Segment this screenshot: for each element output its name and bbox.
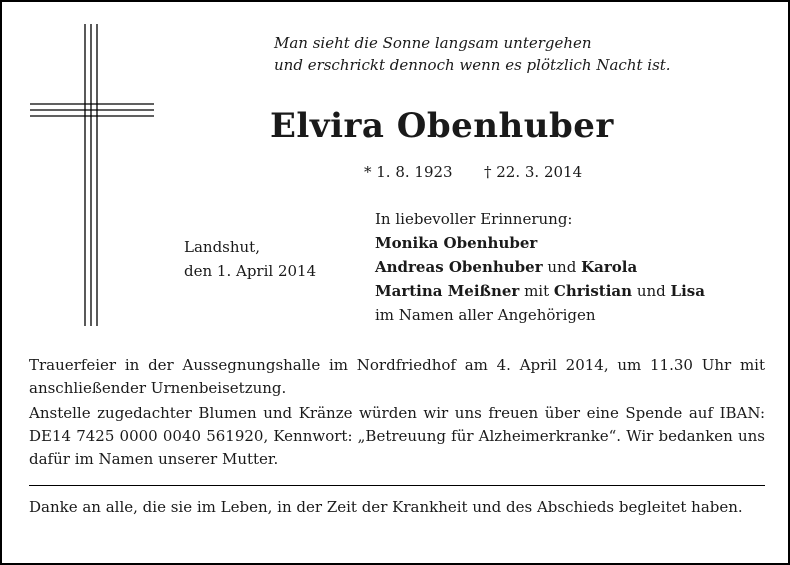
connector-text: und xyxy=(542,258,582,276)
divider xyxy=(29,485,765,486)
mourner-line-3 xyxy=(375,279,705,303)
memorial-quote xyxy=(274,32,671,76)
connector-text: mit xyxy=(519,282,554,300)
donation-info: Anstelle zugedachter Blumen und Kränze würden wir uns freuen über eine Spende auf IBAN: DE14 7425 0000 0040 561920, Kennwort: „Betreuung für Alzheimerkranke“. Wir bedanken uns dafür im Namen unserer Mutter. xyxy=(29,404,765,468)
publication-date: den 1. April 2014 xyxy=(184,262,317,280)
mourner-name: Monika Obenhuber xyxy=(375,234,538,252)
mourner-name: Christian xyxy=(553,282,633,300)
mourner-line-1 xyxy=(375,231,705,255)
mourner-name: Karola xyxy=(581,258,638,276)
deceased-name: Elvira Obenhuber xyxy=(270,106,614,146)
mourner-line-2 xyxy=(375,255,705,279)
quote-line-2: und erschrickt dennoch wenn es plötzlich Nacht ist. xyxy=(274,56,671,74)
funeral-info: Trauerfeier in der Aussegnungshalle im Nordfriedhof am 4. April 2014, um 11.30 Uhr mit anschließender Urnenbeisetzung. xyxy=(29,356,765,397)
mourners-list xyxy=(375,207,705,327)
birth-date: * 1. 8. 1923 xyxy=(364,163,453,181)
quote-line-1: Man sieht die Sonne langsam untergehen xyxy=(274,34,592,52)
mourners-closing: im Namen aller Angehörigen xyxy=(375,306,596,324)
cross-icon xyxy=(30,24,154,326)
mourner-name: Andreas Obenhuber xyxy=(375,258,543,276)
place-and-date xyxy=(184,235,316,283)
mourner-name: Martina Meißner xyxy=(375,282,520,300)
death-date: † 22. 3. 2014 xyxy=(484,163,583,181)
thanks-note: Danke an alle, die sie im Leben, in der Zeit der Krankheit und des Abschieds begleitet haben. xyxy=(29,498,743,516)
mourner-name: Lisa xyxy=(670,282,705,300)
mourners-intro: In liebevoller Erinnerung: xyxy=(375,210,573,228)
place: Landshut, xyxy=(184,238,260,256)
connector-text: und xyxy=(632,282,671,300)
